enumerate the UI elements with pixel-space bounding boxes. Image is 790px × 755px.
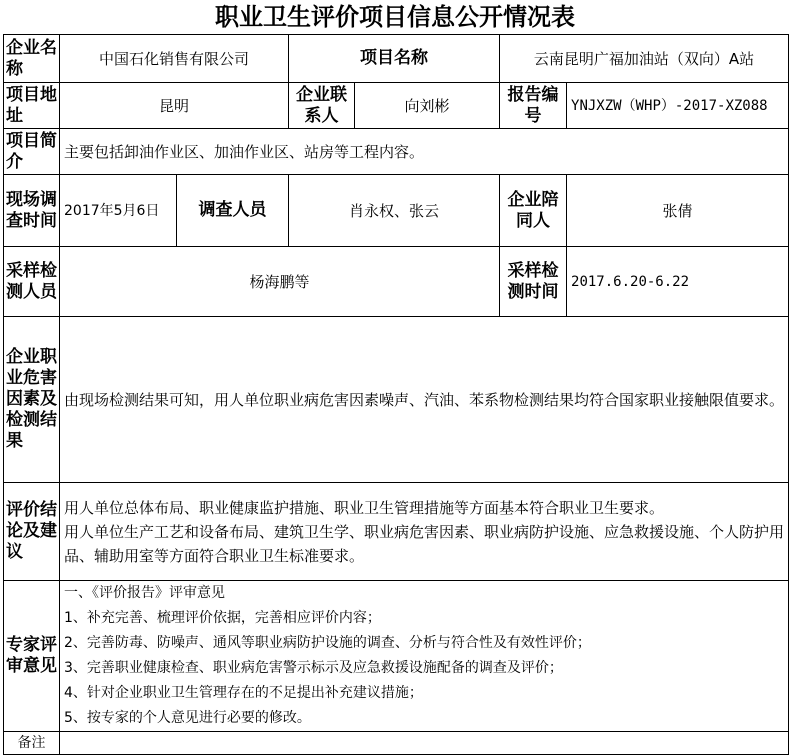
company-contact-label: 企业联系人 (289, 83, 355, 129)
report-no-value: YNJXZW（WHP）-2017-XZ088 (567, 83, 789, 129)
evaluation-label: 评价结论及建议 (4, 483, 60, 581)
company-contact-value: 向刘彬 (355, 83, 500, 129)
project-address-label: 项目地址 (4, 83, 60, 129)
expert-opinion-line: 1、补充完善、梳理评价依据，完善相应评价内容； (64, 610, 381, 626)
project-summary-value: 主要包括卸油作业区、加油作业区、站房等工程内容。 (60, 129, 789, 175)
hazard-results-value: 由现场检测结果可知，用人单位职业病危害因素噪声、汽油、苯系物检测结果均符合国家职业接触限值要求。 (60, 317, 789, 483)
company-name-value: 中国石化销售有限公司 (60, 35, 289, 83)
project-name-label: 项目名称 (289, 35, 500, 83)
expert-opinion-line: 3、完善职业健康检查、职业病危害警示标示及应急救援设施配备的调查及评价； (64, 660, 563, 676)
sampling-time-value: 2017.6.20-6.22 (567, 247, 789, 317)
evaluation-line: 用人单位总体布局、职业健康监护措施、职业卫生管理措施等方面基本符合职业卫生要求。 (64, 498, 665, 517)
company-escort-value: 张倩 (567, 175, 789, 247)
evaluation-line: 用人单位生产工艺和设备布局、建筑卫生学、职业病危害因素、职业病防护设施、应急救援设施、个人防护用品、辅助用室等方面符合职业卫生标准要求。 (64, 522, 785, 565)
expert-opinion-value (60, 581, 789, 732)
sampling-staff-value: 杨海鹏等 (60, 247, 500, 317)
survey-time-label: 现场调查时间 (4, 175, 60, 247)
remark-value (60, 732, 789, 755)
project-summary-label: 项目简介 (4, 129, 60, 175)
expert-opinion-label: 专家评审意见 (4, 581, 60, 732)
company-escort-label: 企业陪同人 (500, 175, 567, 247)
investigators-value: 肖永权、张云 (289, 175, 500, 247)
expert-opinion-line: 2、完善防毒、防噪声、通风等职业病防护设施的调查、分析与符合性及有效性评价； (64, 635, 591, 651)
table-title: 职业卫生评价项目信息公开情况表 (215, 2, 575, 31)
hazard-results-label: 企业职业危害因素及检测结果 (4, 317, 60, 483)
sampling-staff-label: 采样检测人员 (4, 247, 60, 317)
expert-opinion-line: 5、按专家的个人意见进行必要的修改。 (64, 710, 311, 726)
info-table (3, 34, 789, 755)
report-no-label: 报告编号 (500, 83, 567, 129)
evaluation-value (60, 483, 789, 581)
remark-label: 备注 (4, 732, 60, 755)
sampling-time-label: 采样检测时间 (500, 247, 567, 317)
project-address-value: 昆明 (60, 83, 289, 129)
project-name-value: 云南昆明广福加油站（双向）A站 (500, 35, 789, 83)
expert-opinion-line: 4、针对企业职业卫生管理存在的不足提出补充建议措施； (64, 685, 423, 701)
survey-time-value: 2017年5月6日 (60, 175, 177, 247)
investigators-label: 调查人员 (177, 175, 289, 247)
expert-opinion-line: 一、《评价报告》评审意见 (64, 585, 225, 601)
company-name-label: 企业名称 (4, 35, 60, 83)
